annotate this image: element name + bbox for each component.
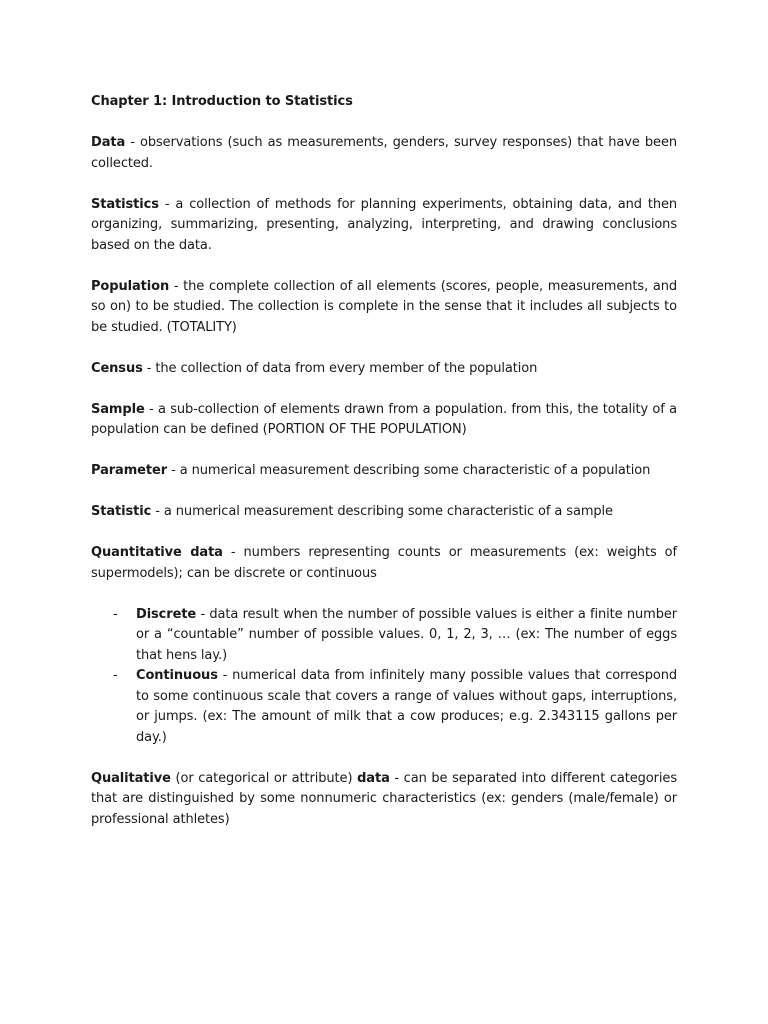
definition-text: - a collection of methods for planning experiments, obtaining data, and then organizing, summarizing, presenting, analyzing, interpreting, and drawing conclusions based on the data. — [91, 196, 677, 253]
document-content — [91, 92, 677, 830]
term: Census — [91, 360, 143, 376]
term: Statistic — [91, 504, 152, 519]
term: Quantitative data — [91, 545, 223, 560]
list-item-discrete — [91, 605, 677, 667]
definition-text: - data result when the number of possible values is either a finite number or a “countable” number of possible values. 0, 1, 2, 3, … (ex: The number of eggs that hens lay.) — [136, 606, 677, 663]
term: Data — [91, 135, 126, 150]
definition-data — [91, 133, 677, 174]
definition-quantitative-data — [91, 543, 677, 584]
definition-text: - a numerical measurement describing some characteristic of a sample — [151, 504, 613, 519]
quantitative-types-list — [91, 605, 677, 749]
term: Sample — [91, 401, 145, 417]
list-item-continuous — [91, 666, 677, 748]
definition-census — [91, 359, 677, 380]
definition-population — [91, 277, 677, 339]
term: Continuous — [136, 668, 218, 683]
definition-text: - the collection of data from every member of the population — [142, 360, 538, 376]
definition-text: - numbers representing counts or measurements (ex: weights of supermodels); can be discrete or continuous — [91, 545, 677, 581]
term: Population — [91, 278, 170, 294]
bullet-dash: - — [113, 606, 118, 622]
definition-sample — [91, 400, 677, 441]
definition-parameter — [91, 461, 677, 482]
definition-text: - observations (such as measurements, genders, survey responses) that have been collected. — [91, 135, 677, 171]
qualifier-text: (or categorical or attribute) — [170, 770, 358, 786]
definition-text: - the complete collection of all elements (scores, people, measurements, and so on) to be studied. The collection is complete in the sense that it includes all subjects to be studied. (TOTALITY) — [91, 278, 677, 335]
term: Qualitative — [91, 770, 171, 786]
bullet-dash: - — [113, 668, 118, 683]
definition-text: - a numerical measurement describing some characteristic of a population — [167, 463, 651, 478]
definition-text: - can be separated into different categories that are distinguished by some nonnumeric characteristics (ex: genders (male/female) or professional athletes) — [91, 770, 677, 827]
chapter-title: Chapter 1: Introduction to Statistics — [91, 94, 353, 109]
term: data — [357, 770, 390, 786]
term: Discrete — [136, 606, 197, 622]
definition-text: - a sub-collection of elements drawn from a population. from this, the totality of a population can be defined (PORTION OF THE POPULATION) — [91, 401, 677, 437]
definition-text: - numerical data from infinitely many possible values that correspond to some continuous scale that covers a range of values without gaps, interruptions, or jumps. (ex: The amount of milk that a cow produces; e.g. 2.343115 gallons per day.) — [136, 668, 677, 745]
definition-statistics — [91, 195, 677, 257]
term: Parameter — [91, 463, 168, 478]
definition-statistic — [91, 502, 677, 523]
definition-qualitative-data — [91, 769, 677, 831]
term: Statistics — [91, 196, 159, 212]
